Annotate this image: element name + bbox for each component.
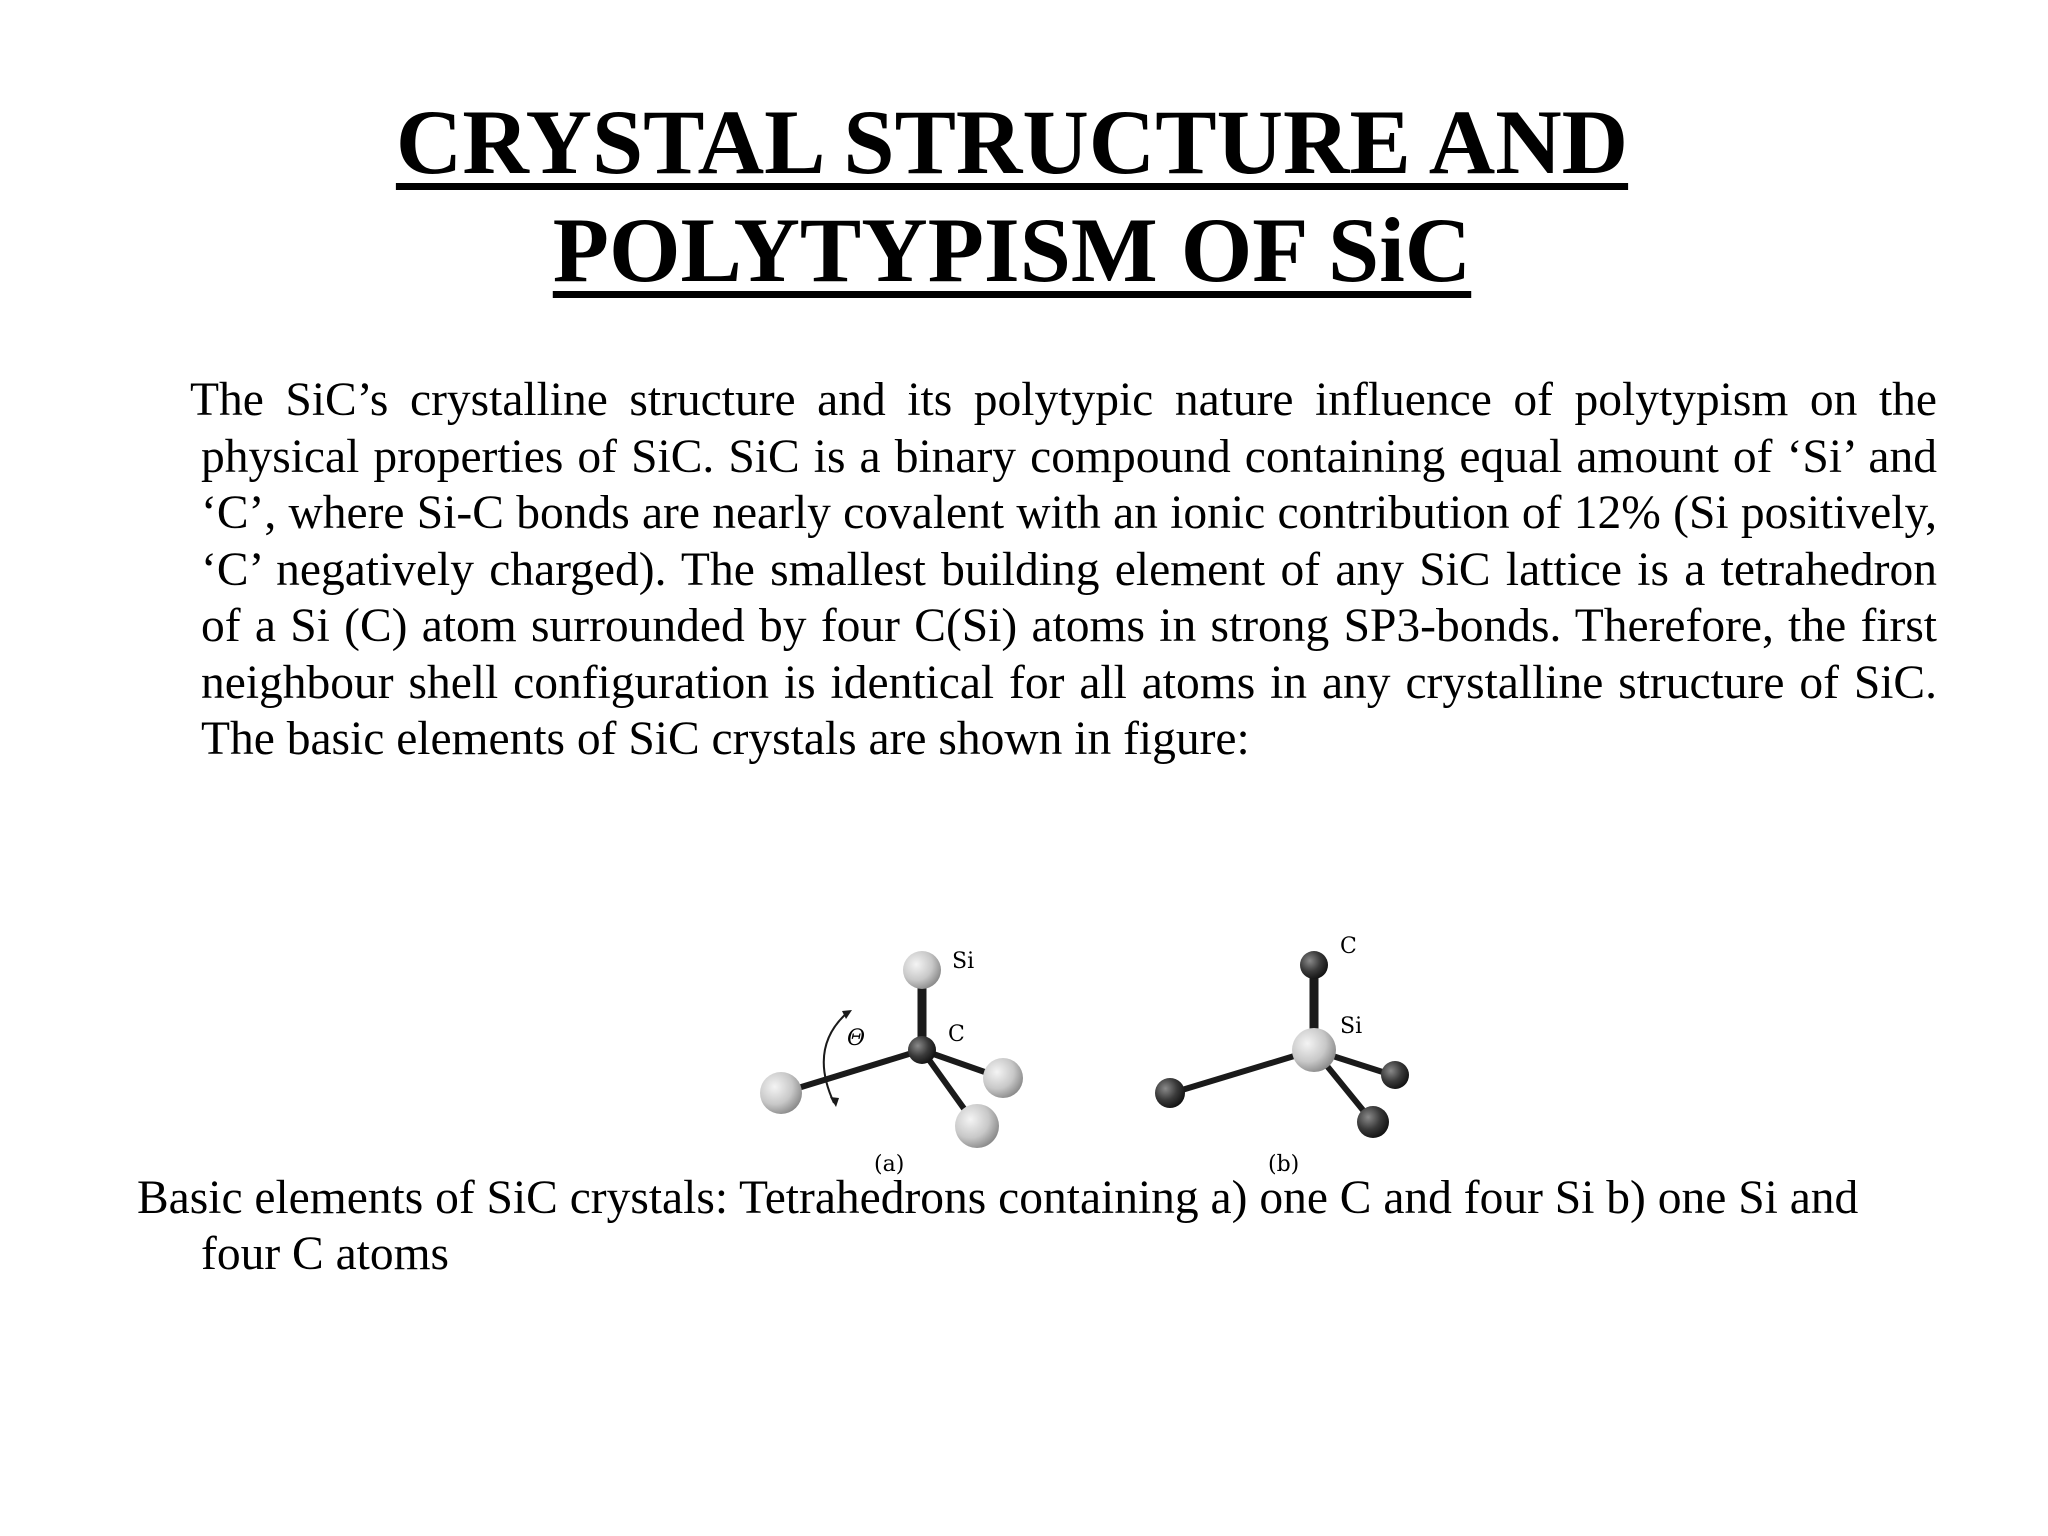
- bond-left-a: [785, 1050, 922, 1092]
- arc-arrow-top: [842, 1010, 852, 1019]
- panel-b: [1155, 934, 1409, 1175]
- c-atom-right: [1381, 1061, 1409, 1089]
- title-line-1: CRYSTAL STRUCTURE AND: [395, 91, 1629, 193]
- si-atom-center: [1292, 1028, 1336, 1072]
- angle-arc: [824, 1012, 848, 1103]
- label-si-top: Si: [952, 949, 975, 974]
- tetrahedron-figure: [740, 925, 1460, 1175]
- bond-left-b: [1172, 1050, 1314, 1093]
- si-atom-left: [760, 1072, 802, 1114]
- panel-b-label: (b): [1268, 1152, 1300, 1175]
- slide-title: [0, 88, 2024, 304]
- title-line-2: POLYTYPISM OF SiC: [552, 199, 1472, 301]
- panel-a: [760, 949, 1023, 1175]
- label-si-center: Si: [1340, 1014, 1363, 1039]
- c-atom-left: [1155, 1078, 1185, 1108]
- c-atom-bottom: [1357, 1106, 1389, 1138]
- tetrahedron-diagram: [740, 925, 1460, 1175]
- label-c-center: C: [948, 1022, 965, 1047]
- label-theta: Θ: [847, 1026, 866, 1051]
- label-c-top: C: [1340, 934, 1357, 959]
- c-atom-top: [1300, 951, 1328, 979]
- si-atom-bottom: [955, 1104, 999, 1148]
- c-atom-center: [908, 1036, 936, 1064]
- arc-arrow-bottom: [830, 1097, 839, 1107]
- si-atom-right: [983, 1058, 1023, 1098]
- si-atom-top: [903, 951, 941, 989]
- panel-a-label: (a): [874, 1152, 905, 1175]
- figure-caption: Basic elements of SiC crystals: Tetrahedrons containing a) one C and four Si b) one Si and four C atoms: [137, 1172, 1859, 1280]
- body-paragraph: The SiC’s crystalline structure and its polytypic nature influence of polytypism on the physical properties of SiC. SiC is a binary compound containing equal amount of ‘Si’ and ‘C’, where Si-C bonds are nearly covalent with an ionic contribution of 12% (Si positively, ‘C’ negatively charged). The smallest building element of any SiC lattice is a tetrahedron of a Si (C) atom surrounded by four C(Si) atoms in strong SP3-bonds. Therefore, the first neighbour shell configuration is identical for all atoms in any crystalline structure of SiC. The basic elements of SiC crystals are shown in figure:: [190, 374, 1937, 765]
